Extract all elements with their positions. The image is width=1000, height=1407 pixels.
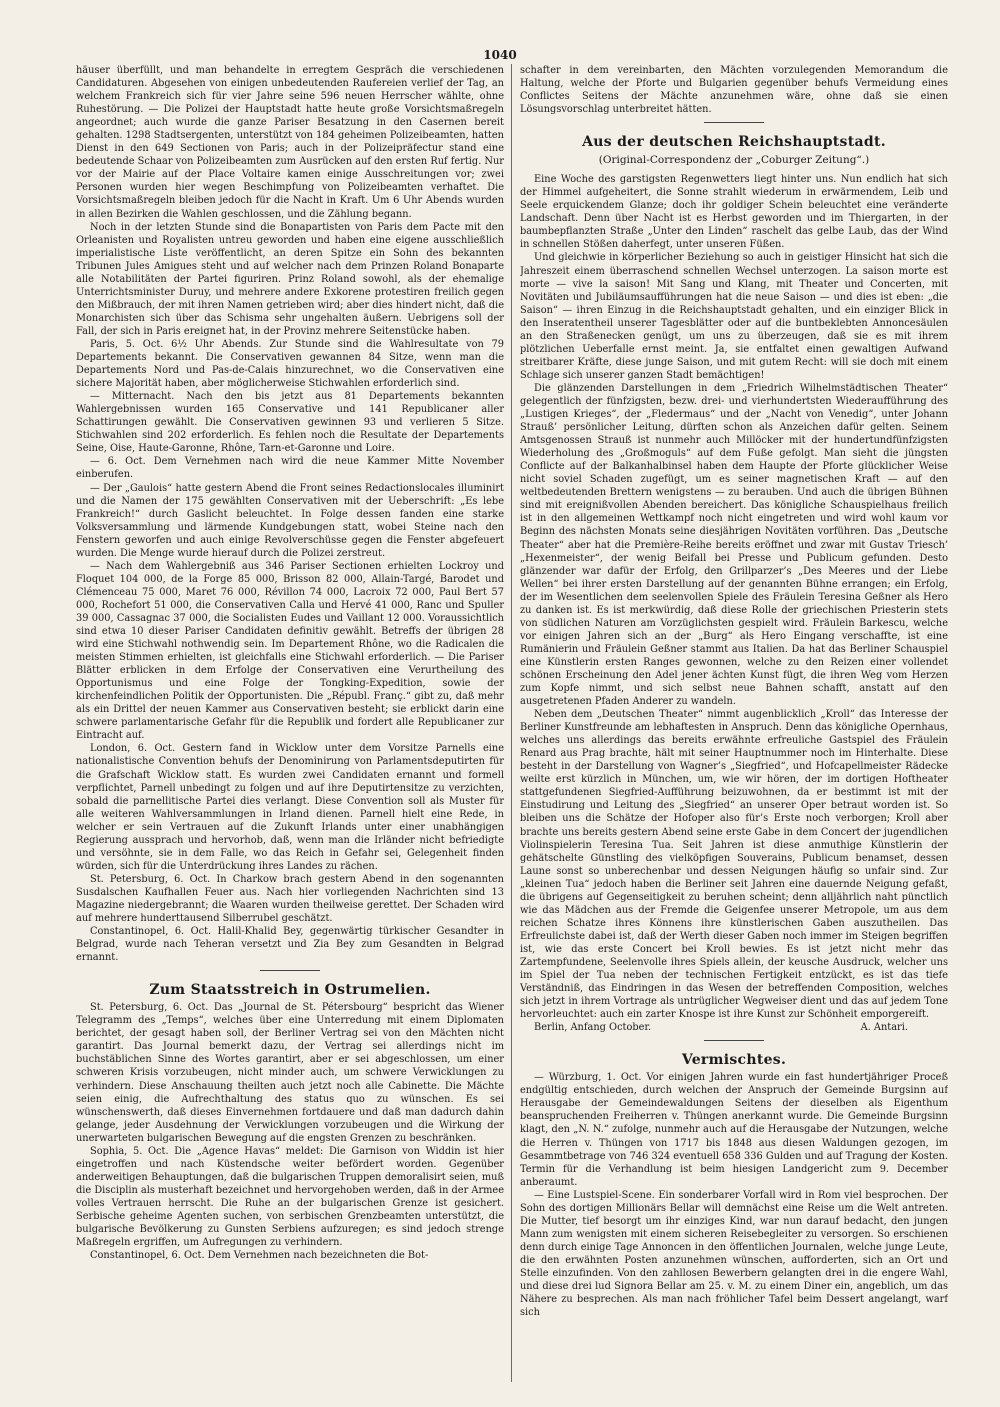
article-paragraph: — Mitternacht. Nach den bis jetzt aus 81 Departements bekannten Wahlergebnissen wurden 165 Conservative und 141 Republicaner aller Schattirungen gewählt. Die Conservativen gewinnen 93 und verlieren 5 Sitze. Stichwahlen sind 202 erforderlich. Es fehlen noch die Resultate der Departements Seine, Oise, Haute-Garonne, Rhône, Tarn-et-Garonne und Loire. [76,391,504,455]
signoff-place: Berlin, Anfang October. [534,1022,652,1034]
left-column [76,64,504,1384]
article-paragraph: Eine Woche des garstigsten Regenwetters liegt hinter uns. Nun endlich hat sich der Himmel aufgeheitert, die Sonne strahlt wiederum in erwärmendem, Leib und Seele erquickendem Glanze; doch ihr goldiger Schein beleuchtet eine veränderte Landschaft. Denn über Nacht ist es Herbst geworden und im Thiergarten, in der baumbepflanzten Straße „Unter den Linden“ raschelt das gelbe Laub, das der Wind in schnellen Stößen daherfegt, unter unseren Füßen. [520,174,948,251]
section-divider [704,122,764,123]
article-paragraph: — 6. Oct. Dem Vernehmen nach wird die neue Kammer Mitte November einberufen. [76,456,504,481]
right-column [520,64,948,1384]
section-heading-reichshauptstadt: Aus der deutschen Reichshauptstadt. [582,134,886,151]
article-paragraph: — Würzburg, 1. Oct. Vor einigen Jahren wurde ein fast hundertjähriger Proceß endgültig entschieden, durch welchen der Anspruch der Gemeinde Burgsinn auf Herausgabe der Gemeindewaldungen Seitens der dieselben als Eigenthum beanspruchenden Freiherren v. Thüngen anerkannt wurde. Die Gemeinde Burgsinn klagt, den „N. N.“ zufolge, nunmehr auch auf die Herausgabe der Nutzungen, welche die Herren v. Thüngen von 1717 bis 1848 aus diesen Waldungen gezogen, im Gesammtbetrage von 746 324 eventuell 658 336 Gulden und auf Tragung der Kosten. Termin für die Verhandlung ist beim hiesigen Landgericht zum 9. December anberaumt. [520,1072,948,1188]
article-paragraph: Die glänzenden Darstellungen in dem „Friedrich Wilhelmstädtischen Theater“ gelegentlich der fünfzigsten, bezw. drei- und vierhundertsten Wiederaufführung des „Lustigen Krieges“, der „Fledermaus“ und der „Nacht von Venedig“, unter Johann Strauß’ persönlicher Leitung, dürften schon als Anzeichen dafür gelten. Seinem Amtsgenossen Strauß ist nunmehr auch Millöcker mit der hundertundfünfzigsten Wiederholung des „Großmoguls“ auf dem Fuße gefolgt. Man sieht die jüngsten Conflicte auf der Balkanhalbinsel haben dem Haupte der Pforte glücklicher Weise nicht soviel Schaden zugefügt, um es seiner magnetischen Kraft — auf den weltbedeutenden Brettern wenigstens — zu berauben. Und auch die übrigen Bühnen sind mit ereignißvollen Abenden bereichert. Das königliche Schauspielhaus freilich ist in den allgemeinen Wettkampf noch nicht eingetreten und wird wohl kaum vor Beginn des nächsten Monats seine diesjährigen Novitäten vorführen. Das „Deutsche Theater“ aber hat die Première-Reihe bereits eröffnet und zwar mit Gustav Triesch’ „Hexenmeister“, der wenig Beifall bei Presse und Publicum gefunden. Desto glänzender war dafür der Erfolg, den Grillparzer’s „Des Meeres und der Liebe Wellen“ bei ihrer ersten Darstellung auf der genannten Bühne errangen; ein Erfolg, der im Wesentlichen dem seelenvollen Spiele des Fräulein Teresina Geßner als Hero zu danken ist. Es ist merkwürdig, daß diese Rolle der griechischen Priesterin stets von südlichen Naturen am Vorzüglichsten gespielt wird. Fräulein Barkescu, welche vor einigen Jahren sich an der „Burg“ als Hero Eingang verschaffte, ist eine Rumänierin und Fräulein Geßner stammt aus Italien. Da hat das Berliner Schauspiel eine Künstlerin ersten Ranges gewonnen, welche zu den Reizen einer vollendet schönen Erscheinung den Adel jener ächten Kunst fügt, die ihren Weg vom Herzen zum Kopfe nimmt, und sich selbst neue Bahnen schafft, anstatt auf den ausgetretenen Pfaden Anderer zu wandeln. [520,382,948,708]
article-paragraph: Sophia, 5. Oct. Die „Agence Havas“ meldet: Die Garnison von Widdin ist hier eingetroffen und nach Küstendsche weiter befördert worden. Gegenüber anderweitigen Behauptungen, daß die bulgarischen Truppen demoralisirt seien, muß die Disciplin als musterhaft bezeichnet und hervorgehoben werden, daß in der Armee volles Vertrauen herrscht. Die Ruhe an der bulgarischen Grenze ist gesichert. Serbische geheime Agenten suchen, von serbischen Grenzbeamten unterstützt, die bulgarische Bevölkerung zu Gunsten Serbiens aufzuregen; es sind jedoch strenge Maßregeln ergriffen, um Aufregungen zu verhindern. [76,1145,504,1249]
article-paragraph: — Nach dem Wahlergebniß aus 346 Pariser Sectionen erhielten Lockroy und Floquet 104 000, de la Forge 85 000, Brisson 82 000, Allain-Targé, Barodet und Clémenceau 75 000, Maret 76 000, Révillon 74 000, Lacroix 72 000, Paul Bert 57 000, Rochefort 51 000, die Conservativen Calla und Hervé 41 000, Ranc und Spuller 39 000, Cassagnac 37 000, die Socialisten Eudes und Vaillant 12 000. Voraussichtlich sind etwa 10 dieser Pariser Candidaten definitiv gewählt. Betreffs der übrigen 28 wird eine Stichwahl nothwendig sein. Im Departement Rhône, wo die Radicalen die meisten Stimmen erhielten, ist gleichfalls eine Stichwahl erforderlich. — Die Pariser Blätter erblicken in dem Erfolge der Conservativen eine Verurtheilung des Opportunismus und eine Folge der Tongking-Expedition, sowie der kirchenfeindlichen Politik der Opportunisten. Die „Républ. Franç.“ gibt zu, daß mehr als ein Drittel der neuen Kammer aus Conservativen besteht; sie erblickt darin eine schwere parlamentarische Gefahr für die Republik und fordert alle Republicaner zur Eintracht auf. [76,560,504,742]
section-heading-vermischtes: Vermischtes. [681,1052,787,1069]
article-paragraph: häuser überfüllt, und man behandelte in erregtem Gespräch die verschiedenen Candidaturen. Abgesehen von einigen unbedeutenden Raufereien verlief der Tag, an welchem Frankreich sich für vier Jahre seine 596 neuen Herrscher wählte, ohne Ruhestörung. — Die Polizei der Hauptstadt hatte heute große Vorsichtsmaßregeln angeordnet; auch wurde die ganze Pariser Besatzung in den Casernen bereit gehalten. 1298 Stadtsergenten, unterstützt von 184 geheimen Polizeibeamten, hatten Dienst in den 649 Sectionen von Paris; auch in der Polizeipräfectur stand eine bedeutende Schaar von Polizeibeamten zum Ausrücken auf den ersten Ruf fertig. Nur vor der Mairie auf der Place Voltaire kamen einige Ausschreitungen vor; zwei Personen wurden hier wegen Beschimpfung von Polizeibeamten verhaftet. Die Vorsichtsmaßregeln bleiben jedoch für die Nacht in Kraft. Um 6 Uhr Abends wurden in allen Bezirken die Wahlen geschlossen, und die Zählung begann. [76,65,504,220]
column-divider [511,64,512,1382]
article-paragraph: Und gleichwie in körperlicher Beziehung so auch in geistiger Hinsicht hat sich die Jahreszeit einem überraschend schnellen Wechsel unterzogen. La saison morte est morte — vive la saison! Mit Sang und Klang, mit Theater und Concerten, mit Novitäten und Jubiläumsaufführungen hat die neue Saison — und dies ist eben: „die Saison“ — ihren Einzug in die Reichshauptstadt gehalten, und ein einziger Blick in den Inseratentheil unserer Tagesblätter oder auf die buntbeklebten Annoncesäulen an den Straßenecken genügt, um uns zu überzeugen, daß sie es mit ihrem plötzlichen Ueberfalle ernst meint. Ja, sie entfaltet einen gewaltigen Aufwand streitbarer Kräfte, diese junge Saison, und mit gutem Recht: will sie doch mit einem Schlage sich unserer ganzen Stadt bemächtigen! [520,252,948,381]
article-paragraph: London, 6. Oct. Gestern fand in Wicklow unter dem Vorsitze Parnells eine nationalistische Convention behufs der Denominirung von Parlamentsdeputirten für die Grafschaft Wicklow statt. Es wurden zwei Candidaten ernannt und formell verpflichtet, Parnell unbedingt zu folgen und auf ihre Deputirtensitze zu verzichten, sobald die parnellitische Partei dies verlangt. Diese Convention soll als Muster für alle weiteren Wahlversammlungen in Irland dienen. Parnell hielt eine Rede, in welcher er sein Vertrauen auf die Zukunft Irlands unter einer unabhängigen Regierung aussprach und hervorhob, daß, wenn man die Irländer nicht befriedigte und versöhnte, sie in dem Falle, wo das Reich in Gefahr sei, Gelegenheit finden würden, sich für die Unterdrückung ihres Landes zu rächen. [76,743,504,872]
article-paragraph: Constantinopel, 6. Oct. Dem Vernehmen nach bezeichneten die Bot- [90,1250,429,1262]
article-paragraph: — Der „Gaulois“ hatte gestern Abend die Front seines Redactionslocales illuminirt und die Namen der 175 gewählten Conservativen mit der Ueberschrift: „Es lebe Frankreich!“ durch Gaslicht beleuchtet. In Folge dessen fanden eine starke Volksversammlung und lärmende Kundgebungen statt, wobei Steine nach den Fenstern geworfen und auch einige Revolverschüsse gegen die Fenster abgefeuert wurden. Die Menge wurde hierauf durch die Polizei zerstreut. [76,482,504,559]
page-number: 1040 [483,48,517,62]
section-divider [260,970,320,971]
article-paragraph: — Eine Lustspiel-Scene. Ein sonderbarer Vorfall wird in Rom viel besprochen. Der Sohn des dortigen Millionärs Bellar will demnächst eine Reise um die Welt antreten. Die Mutter, tief besorgt um ihr einziges Kind, war nun darauf bedacht, den jungen Mann zum wenigsten mit einem sicheren Reisebegleiter zu versorgen. So erschienen denn durch einige Tage Annoncen in den öffentlichen Journalen, welche junge Leute, die den erwähnten Posten anzunehmen wünschen, aufforderten, sich an Ort und Stelle einzufinden. Von den zahllosen Bewerbern gelangten drei in die engere Wahl, und diese drei lud Signora Bellar am 25. v. M. zu einem Diner ein, angeblich, um das Nähere zu besprechen. Als man nach fröhlicher Tafel beim Dessert angelangt, warf sich [520,1189,948,1319]
article-paragraph: Neben dem „Deutschen Theater“ nimmt augenblicklich „Kroll“ das Interesse der Berliner Kunstfreunde am lebhaftesten in Anspruch. Denn das königliche Opernhaus, welches uns allerdings das bereits erwähnte erfreuliche Gastspiel des Fräulein Renard aus Prag brachte, hält mit seiner Hauptnummer noch im Hinterhalte. Diese besteht in der Darstellung von Wagner’s „Siegfried“, und Hofcapellmeister Rädecke weilte erst kürzlich in München, um, wie wir hören, der im dortigen Hoftheater stattgefundenen Siegfried-Aufführung beizuwohnen, da er bestimmt ist mit der Einstudirung und Leitung des „Siegfried“ an unserer Oper betraut worden ist. So bleiben uns die Schätze der Hofoper also für’s Erste noch verborgen; Kroll aber brachte uns bereits gestern Abend seine erste Gabe in dem Concert der jugendlichen Violinspielerin Teresina Tua. Seit Jahren ist diese anmuthige Künstlerin der gehätschelte Günstling des vielköpfigen Souverains, Publicum benamset, dessen Laune sonst so unberechenbar und dessen Neigungen häufig so unfair sind. Zur „kleinen Tua“ jedoch haben die Berliner seit Jahren eine dauernde Neigung gefaßt, die übrigens auf Gegenseitigkeit zu beruhen scheint; denn alljährlich naht pünctlich wie das Mädchen aus der Fremde die Geigenfee unserer Metropole, um aus dem reichen Schatze ihres Könnens ihre künstlerischen Gaben auszutheilen. Das Erfreulichste dabei ist, daß der Werth dieser Gaben noch immer im Steigen begriffen ist, wie das erste Concert bei Kroll bewies. Es ist jetzt nicht mehr das Zartempfundene, Seelenvolle ihres Spiels allein, der keusche Ausdruck, welcher uns im Spiel der Tua neben der technischen Fertigkeit entzückt, es ist das tiefe Verständniß, das Eindringen in das Wesen der betreffenden Composition, welches sich jetzt in ihrem Vortrage als untrüglicher Wegweiser dient und das auf jedem Tone hervorleuchtet: auch ein zarter Knospe ist ihre Kunst zur Schönheit emporgereift. [520,709,948,1021]
signoff-author: A. Antari. [860,1022,908,1034]
section-divider [704,1040,764,1041]
article-paragraph: Constantinopel, 6. Oct. Halil-Khalid Bey, gegenwärtig türkischer Gesandter in Belgrad, wurde nach Teheran versetzt und Zia Bey zum Gesandten in Belgrad ernannt. [76,926,504,964]
article-paragraph: St. Petersburg, 6. Oct. Das „Journal de St. Pétersbourg“ bespricht das Wiener Telegramm des „Temps“, welches über eine Unterredung mit einem Diplomaten berichtet, der gesagt haben soll, der Berliner Vertrag sei von den Mächten nicht garantirt. Das Journal bemerkt dazu, der Vertrag sei allerdings nicht im buchstäblichen Sinne des Wortes garantirt, aber er sei abgeschlossen, um einer schweren Krisis vorzubeugen, nicht minder auch, um schwere Verwicklungen zu verhindern. Diese Anschauung theilten auch jetzt noch alle Cabinette. Die Mächte seien einig, die Aufrechthaltung des status quo zu wünschen. Es sei wünschenswerth, daß dieses Einvernehmen fortdauere und daß man dadurch dahin gelange, jeder Ausdehnung der Verwicklungen vorzubeugen und die Wirkung der unerwarteten bulgarischen Bewegung auf die engsten Grenzen zu beschränken. [76,1002,504,1144]
article-paragraph: schafter in dem vereinbarten, den Mächten vorzulegenden Memorandum die Haltung, welche der Pforte und Bulgarien gegenüber behufs Vermeidung eines Conflictes Seitens der Mächte anzunehmen wäre, ohne daß sie einen Lösungsvorschlag unterbreitet hätten. [520,65,948,116]
article-paragraph: Paris, 5. Oct. 6½ Uhr Abends. Zur Stunde sind die Wahlresultate von 79 Departements bekannt. Die Conservativen gewannen 84 Sitze, wenn man die Departements Nord und Pas-de-Calais hinzurechnet, wo die Conservativen eine sichere Majorität haben, aber möglicherweise Stichwahlen erforderlich sind. [76,338,504,390]
article-paragraph: St. Petersburg, 6. Oct. In Charkow brach gestern Abend in den sogenannten Susdalschen Kaufhallen Feuer aus. Nach hier vorliegenden Nachrichten sind 13 Magazine niedergebrannt; die Waaren wurden theilweise gerettet. Der Schaden wird auf mehrere hunderttausend Silberrubel geschätzt. [76,873,504,925]
section-heading-ostrumelien: Zum Staatsstreich in Ostrumelien. [149,982,431,999]
article-paragraph: Noch in der letzten Stunde sind die Bonapartisten von Paris dem Pacte mit den Orleanisten und Royalisten untreu geworden und haben eine eigene ausschließlich imperialistische Liste veröffentlicht, an deren Spitze ein Sohn des bekannten Tribunen Jules Amigues steht und auf welcher nach dem Prinzen Roland Bonaparte alle Notabilitäten der Partei figuriren. Prinz Roland sowohl, als der ehemalige Unterrichtsminister Duruy, und mehrere andere Exkorene protestiren freilich gegen den Mißbrauch, der mit ihren Namen getrieben wird; aber dies hindert nicht, daß die Monarchisten sich über das Schisma sehr ungehalten äußern. Uebrigens soll der Fall, der sich in Paris ereignet hat, in der Provinz mehrere Seitenstücke haben. [76,221,504,337]
section-subheading: (Original-Correspondenz der „Coburger Zeitung“.) [598,154,870,167]
article-signoff [520,1021,948,1034]
